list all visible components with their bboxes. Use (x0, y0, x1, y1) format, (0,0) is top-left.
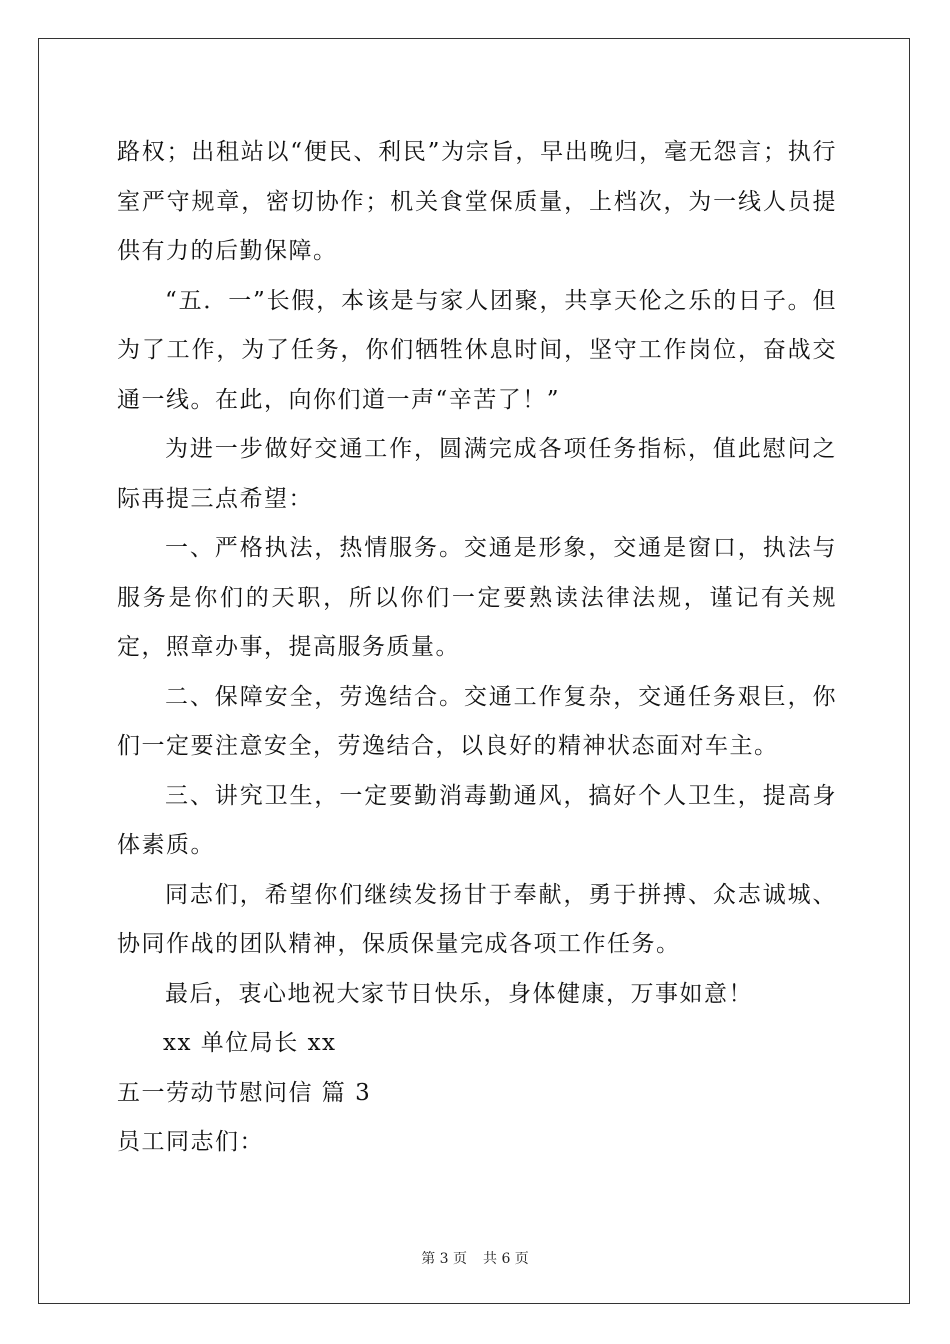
paragraph-holiday: “五．一”长假，本该是与家人团聚，共享天伦之乐的日子。但为了工作，为了任务，你们牺牲休息时间，坚守工作岗位，奋战交通一线。在此，向你们道一声“辛苦了！” (117, 287, 837, 413)
paragraph-closing: 最后，衷心地祝大家节日快乐，身体健康，万事如意！ (165, 980, 753, 1007)
document-body (117, 128, 837, 1168)
page-total: 共 6 页 (483, 1251, 529, 1267)
paragraph-hope-one: 一、严格执法，热情服务。交通是形象，交通是窗口，执法与服务是你们的天职，所以你们一定要熟读法律法规，谨记有关规定，照章办事，提高服务质量。 (117, 535, 837, 660)
page-number: 第 3 页 (421, 1251, 467, 1267)
page-footer (0, 1248, 950, 1268)
paragraph-comrades: 同志们，希望你们继续发扬甘于奉献，勇于拼搏、众志诚城、协同作战的团队精神，保质保量完成各项工作任务。 (117, 881, 837, 957)
paragraph-hopes-intro: 为进一步做好交通工作，圆满完成各项任务指标，值此慰问之际再提三点希望： (117, 436, 837, 512)
paragraph-hope-two: 二、保障安全，劳逸结合。交通工作复杂，交通任务艰巨，你们一定要注意安全，劳逸结合，以良好的精神状态面对车主。 (117, 683, 837, 759)
paragraph-hope-three: 三、讲究卫生，一定要勤消毒勤通风，搞好个人卫生，提高身体素质。 (117, 782, 837, 858)
section-title: 五一劳动节慰问信 篇 3 (117, 1079, 372, 1106)
signature: xx 单位局长 xx (163, 1030, 337, 1056)
paragraph-continuation: 路权；出租站以“便民、利民”为宗旨，早出晚归，毫无怨言；执行室严守规章，密切协作；机关食堂保质量，上档次，为一线人员提供有力的后勤保障。 (117, 139, 837, 264)
greeting: 员工同志们： (117, 1129, 264, 1155)
